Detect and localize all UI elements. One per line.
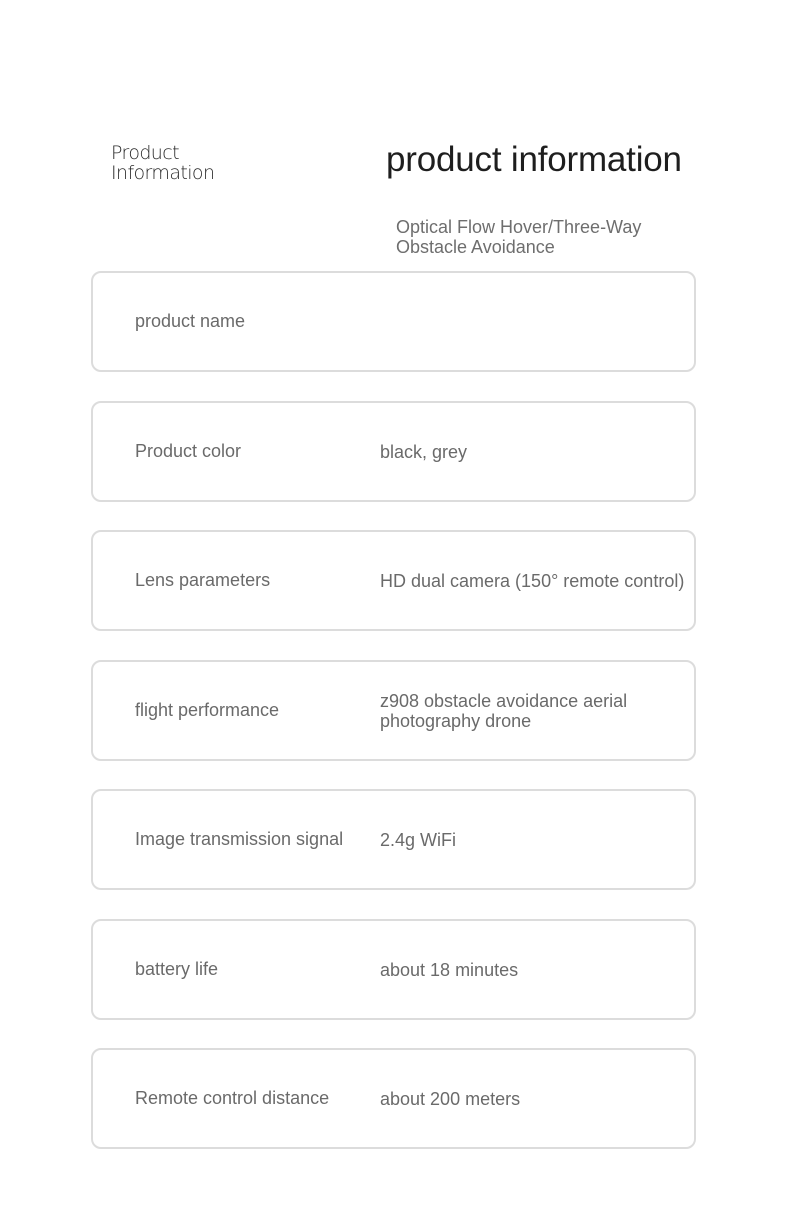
- spec-row-flight-performance: [91, 660, 696, 761]
- spec-label: Image transmission signal: [135, 829, 344, 849]
- header-left-line2: Information: [111, 162, 215, 184]
- spec-value: about 18 minutes: [380, 959, 519, 980]
- spec-label: Product color: [135, 441, 242, 461]
- spec-row-remote-distance: [91, 1048, 696, 1149]
- spec-value: z908 obstacle avoidance aerial photography drone: [380, 690, 628, 731]
- page-subtitle: Optical Flow Hover/Three-Way Obstacle Avoidance: [396, 217, 642, 257]
- spec-row-image-transmission: [91, 789, 696, 890]
- spec-label: flight performance: [135, 700, 280, 720]
- spec-row-battery-life: [91, 919, 696, 1020]
- spec-value: 2.4g WiFi: [380, 829, 457, 850]
- spec-label: product name: [135, 311, 246, 331]
- header-left-title: [111, 143, 214, 183]
- spec-row-lens-parameters: [91, 530, 696, 631]
- spec-label: battery life: [135, 959, 219, 979]
- spec-value: about 200 meters: [380, 1088, 521, 1109]
- spec-value: HD dual camera (150° remote control): [380, 570, 685, 591]
- header-left-line1: Product: [111, 142, 179, 164]
- spec-row-product-color: [91, 401, 696, 502]
- spec-value: black, grey: [380, 441, 468, 462]
- spec-label: Lens parameters: [135, 570, 271, 590]
- spec-value: [380, 273, 692, 370]
- spec-label: Remote control distance: [135, 1088, 330, 1108]
- spec-row-product-name: [91, 271, 696, 372]
- page-title: product information: [386, 140, 682, 179]
